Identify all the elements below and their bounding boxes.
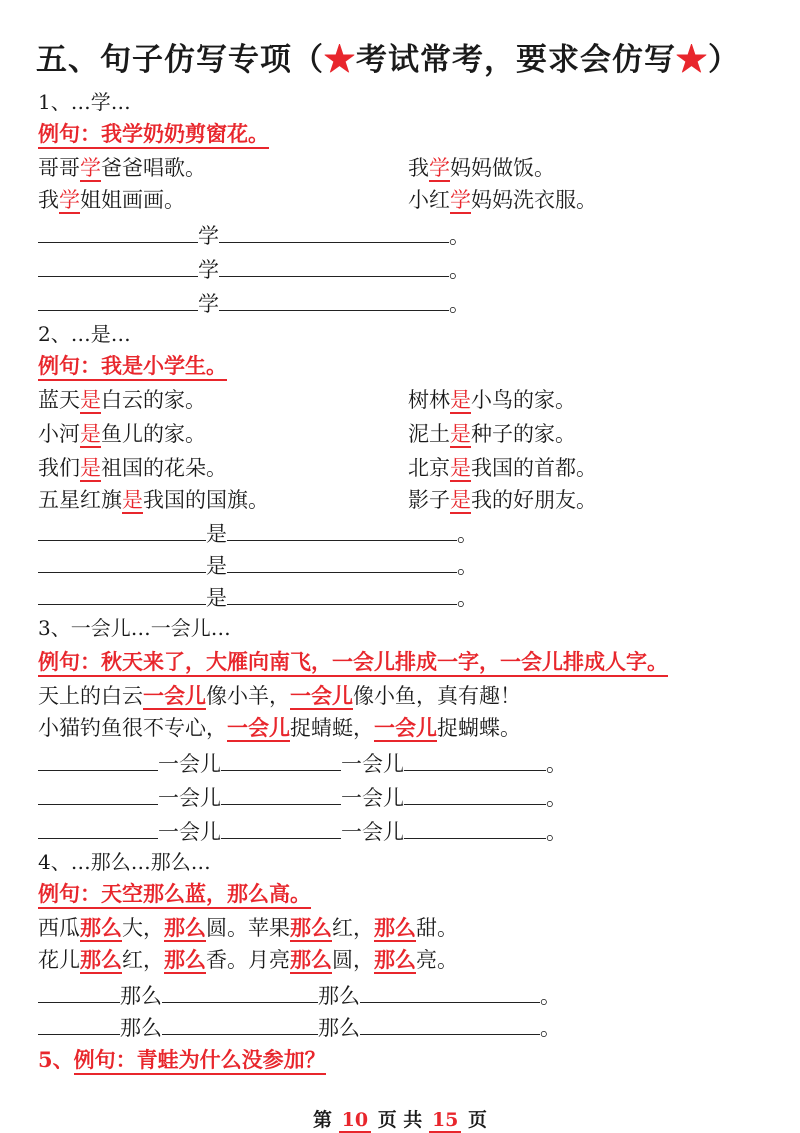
fill-in-line: 一会儿 一会儿 。 — [38, 816, 567, 846]
section-4-sentence: 花儿那么红，那么香。月亮那么圆，那么亮。 — [38, 947, 458, 972]
section-2-heading: 2、…是… — [38, 322, 131, 346]
blank-input[interactable] — [219, 254, 449, 277]
star-icon: ★ — [676, 42, 708, 78]
fill-in-line: 学 。 — [38, 254, 470, 284]
section-2-example: 例句：我是小学生。 — [38, 352, 227, 380]
blank-input[interactable] — [38, 1012, 120, 1035]
blank-input[interactable] — [219, 288, 449, 311]
section-2-sentence-row: 小河是鱼儿的家。 泥土是种子的家。 — [38, 422, 576, 446]
section-1-sentence-row: 我学姐姐画画。 小红学妈妈洗衣服。 — [38, 188, 597, 212]
section-4-example: 例句：天空那么蓝，那么高。 — [38, 880, 311, 908]
section-1-sentence: 我学妈妈做饭。 — [408, 156, 555, 180]
blank-input[interactable] — [38, 288, 198, 311]
section-2-sentence-row: 蓝天是白云的家。 树林是小鸟的家。 — [38, 388, 576, 412]
section-3-example: 例句：秋天来了，大雁向南飞，一会儿排成一字，一会儿排成人字。 — [38, 648, 668, 676]
fill-in-line: 学 。 — [38, 288, 470, 318]
fill-in-line: 那么 那么 。 — [38, 980, 561, 1010]
blank-input[interactable] — [38, 550, 206, 573]
section-2-sentence: 泥土是种子的家。 — [408, 422, 576, 446]
blank-input[interactable] — [221, 748, 341, 771]
page-number: 第 10 页 共 15 页 — [312, 1109, 488, 1131]
blank-input[interactable] — [404, 782, 546, 805]
star-icon: ★ — [324, 42, 356, 78]
blank-input[interactable] — [38, 980, 120, 1003]
blank-input[interactable] — [38, 518, 206, 541]
section-3-heading: 3、一会儿…一会儿… — [38, 616, 231, 640]
section-2-sentence: 北京是我国的首都。 — [408, 456, 597, 480]
blank-input[interactable] — [227, 582, 457, 605]
fill-in-line: 那么 那么 。 — [38, 1012, 561, 1042]
section-2-sentence-row: 我们是祖国的花朵。 北京是我国的首都。 — [38, 456, 597, 480]
fill-in-line: 一会儿 一会儿 。 — [38, 782, 567, 812]
blank-input[interactable] — [38, 254, 198, 277]
fill-in-line: 是 。 — [38, 518, 478, 548]
section-5-heading: 5、例句：青蛙为什么没参加？ — [38, 1046, 326, 1074]
section-1-heading: 1、…学… — [38, 90, 131, 114]
blank-input[interactable] — [162, 980, 318, 1003]
section-2-sentence: 树林是小鸟的家。 — [408, 388, 576, 412]
blank-input[interactable] — [227, 518, 457, 541]
fill-in-line: 一会儿 一会儿 。 — [38, 748, 567, 778]
fill-in-line: 是 。 — [38, 582, 478, 612]
section-1-sentence: 小红学妈妈洗衣服。 — [408, 188, 597, 212]
blank-input[interactable] — [404, 816, 546, 839]
blank-input[interactable] — [227, 550, 457, 573]
section-1-example: 例句：我学奶奶剪窗花。 — [38, 120, 269, 148]
blank-input[interactable] — [162, 1012, 318, 1035]
section-4-heading: 4、…那么…那么… — [38, 850, 211, 874]
section-1-sentence-row: 哥哥学爸爸唱歌。 我学妈妈做饭。 — [38, 156, 555, 180]
fill-in-line: 是 。 — [38, 550, 478, 580]
blank-input[interactable] — [38, 816, 158, 839]
blank-input[interactable] — [38, 748, 158, 771]
blank-input[interactable] — [38, 782, 158, 805]
page-title: 五、句子仿写专项（★考试常考，要求会仿写★） — [36, 42, 740, 78]
blank-input[interactable] — [219, 220, 449, 243]
blank-input[interactable] — [221, 816, 341, 839]
blank-input[interactable] — [404, 748, 546, 771]
blank-input[interactable] — [360, 980, 540, 1003]
blank-input[interactable] — [38, 220, 198, 243]
section-3-sentence: 天上的白云一会儿像小羊，一会儿像小鱼，真有趣！ — [38, 683, 521, 708]
fill-in-line: 学 。 — [38, 220, 470, 250]
blank-input[interactable] — [360, 1012, 540, 1035]
blank-input[interactable] — [38, 582, 206, 605]
section-2-sentence: 影子是我的好朋友。 — [408, 488, 597, 512]
blank-input[interactable] — [221, 782, 341, 805]
section-3-sentence: 小猫钓鱼很不专心，一会儿捉蜻蜓，一会儿捉蝴蝶。 — [38, 715, 521, 740]
section-2-sentence-row: 五星红旗是我国的国旗。 影子是我的好朋友。 — [38, 488, 597, 512]
section-4-sentence: 西瓜那么大，那么圆。苹果那么红，那么甜。 — [38, 915, 458, 940]
